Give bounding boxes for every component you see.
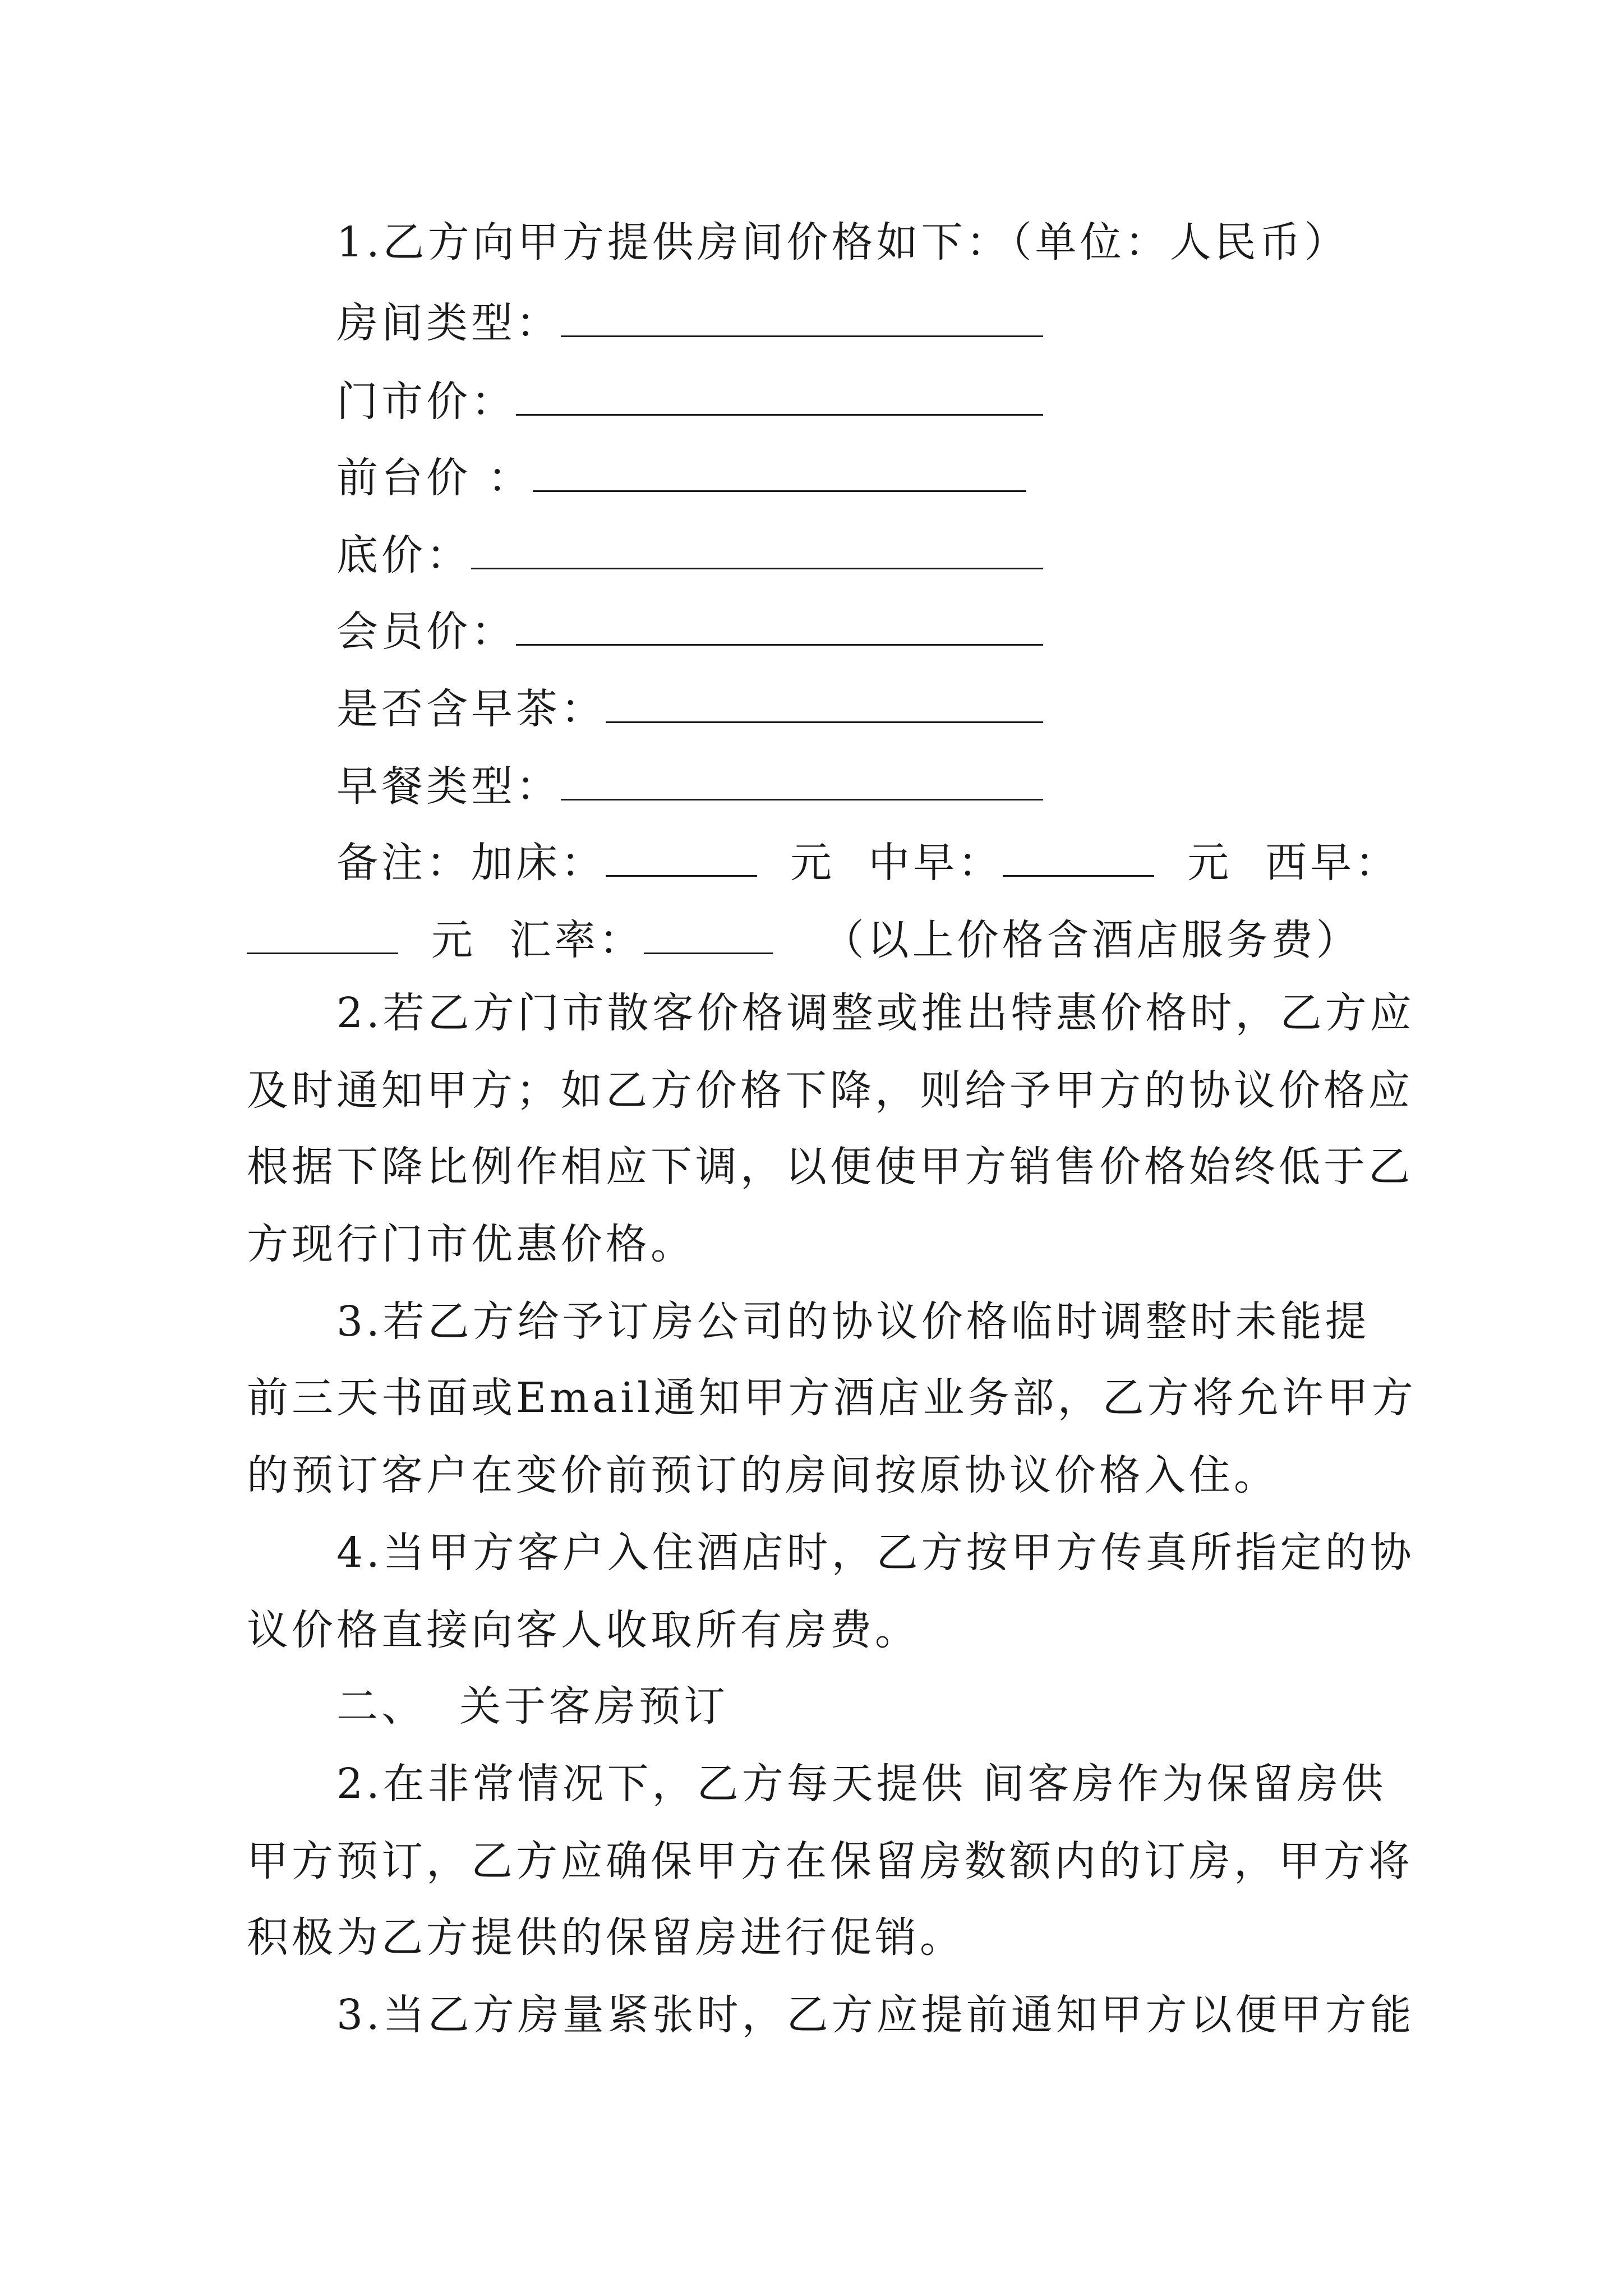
breakfast-type-row xyxy=(336,755,1043,811)
extra-bed-blank xyxy=(606,831,757,877)
clause-3-line-3: 的预订客户在变价前预订的房间按原协议价格入住。 xyxy=(247,1451,1279,1499)
room-type-label: 房间类型： xyxy=(336,299,561,347)
chinese-breakfast-blank xyxy=(1003,831,1154,877)
clause-3-line-1: 3.若乙方给予订房公司的协议价格临时调整时未能提 xyxy=(336,1297,1370,1346)
western-breakfast-blank xyxy=(247,909,398,954)
clause-3-line-2: 前三天书面或Email通知甲方酒店业务部，乙方将允许甲方 xyxy=(247,1374,1417,1422)
room-type-blank xyxy=(561,292,1043,337)
exchange-rate-blank xyxy=(644,909,773,954)
chinese-breakfast-unit: 元 xyxy=(1187,839,1233,887)
room-type-row xyxy=(336,292,1043,348)
breakfast-type-blank xyxy=(561,755,1043,800)
chinese-breakfast-label: 中早： xyxy=(868,839,1003,887)
clause-4-line-2: 议价格直接向客人收取所有房费。 xyxy=(247,1606,920,1654)
extra-bed-unit: 元 xyxy=(790,839,836,887)
rack-rate-blank xyxy=(516,370,1043,416)
clause-2-line-3: 根据下降比例作相应下调，以便使甲方销售价格始终低于乙 xyxy=(247,1143,1413,1191)
rack-rate-row xyxy=(336,370,1043,426)
clause-2-line-4: 方现行门市优惠价格。 xyxy=(247,1220,695,1268)
breakfast-included-label: 是否含早茶： xyxy=(336,685,606,733)
clause-4-line-1: 4.当甲方客户入住酒店时，乙方按甲方传真所指定的协 xyxy=(336,1529,1415,1577)
booking-2-line-2: 甲方预订，乙方应确保甲方在保留房数额内的订房，甲方将 xyxy=(247,1837,1413,1885)
section-two-number: 二、 xyxy=(336,1682,426,1731)
section-two-title: 关于客房预订 xyxy=(459,1682,729,1731)
western-breakfast-label: 西早： xyxy=(1265,839,1400,887)
note-label: 备注： xyxy=(336,839,471,887)
section-two-heading xyxy=(336,1678,728,1734)
floor-price-label: 底价： xyxy=(336,531,471,579)
front-desk-blank xyxy=(533,447,1026,492)
breakfast-included-blank xyxy=(606,678,1043,723)
clause-2-line-2: 及时通知甲方；如乙方价格下降，则给予甲方的协议价格应 xyxy=(247,1066,1413,1115)
member-price-blank xyxy=(516,600,1043,646)
price-intro: 1.乙方向甲方提供房间价格如下：（单位：人民币） xyxy=(336,218,1349,266)
service-fee-note: （以上价格含酒店服务费） xyxy=(822,916,1361,964)
notes-row xyxy=(336,831,1400,887)
breakfast-included-row xyxy=(336,678,1043,734)
western-breakfast-unit: 元 xyxy=(431,916,477,964)
booking-2-line-3: 积极为乙方提供的保留房进行促销。 xyxy=(247,1913,965,1962)
rack-rate-label: 门市价： xyxy=(336,378,516,426)
floor-price-row xyxy=(336,524,1043,580)
member-price-row xyxy=(336,600,1043,656)
front-desk-label: 前台价 ： xyxy=(336,454,533,502)
exchange-rate-label: 汇率： xyxy=(509,916,644,964)
extra-bed-label: 加床： xyxy=(471,839,606,887)
booking-2-line-1: 2.在非常情况下，乙方每天提供 间客房作为保留房供 xyxy=(336,1760,1387,1808)
floor-price-blank xyxy=(471,524,1043,569)
member-price-label: 会员价： xyxy=(336,608,516,656)
front-desk-row xyxy=(336,447,1026,503)
booking-3-line-1: 3.当乙方房量紧张时，乙方应提前通知甲方以便甲方能 xyxy=(336,1991,1415,2039)
clause-2-line-1: 2.若乙方门市散客价格调整或推出特惠价格时，乙方应 xyxy=(336,989,1415,1037)
breakfast-type-label: 早餐类型： xyxy=(336,762,561,811)
notes-row-continued xyxy=(247,909,1361,965)
